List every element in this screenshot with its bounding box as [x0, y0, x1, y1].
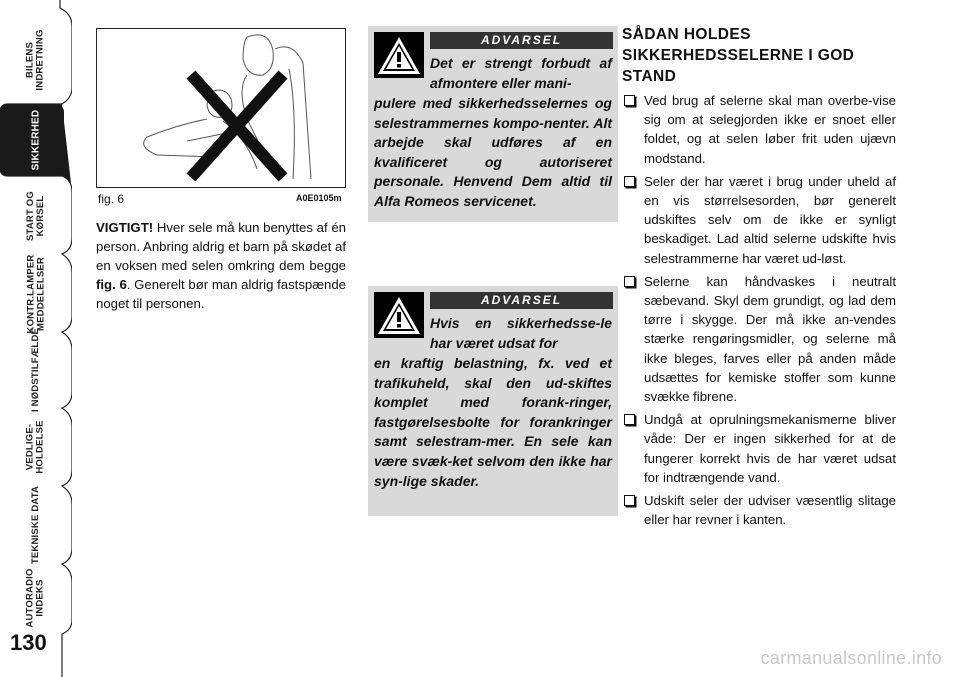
list-item: Udskift seler der udviser væsentlig slitage eller har revner i kanten.	[622, 491, 896, 529]
important-label: VIGTIGT!	[96, 220, 154, 235]
tab-vedligeholdelse[interactable]: VEDLIGE- HOLDELSE	[24, 420, 46, 474]
warning-2-lead-text: Hvis en sikkerhedsse-le har været udsat for	[430, 315, 612, 351]
tab-bilens-indretning[interactable]: BILENS INDRETNING	[25, 29, 46, 91]
list-item: Selerne kan håndvaskes i neutralt sæbevand. Skyl dem grundigt, og lad dem tørre i skygge. Der må ikke an-vendes stærke rengøringsmidler, og selerne må ikke bleges, farves eller på anden måde udsættes for kemiske stoffer som kunne svække fibrene.	[622, 272, 896, 406]
warning-ribbon: ADVARSEL	[430, 32, 613, 49]
checkbox-bullet-icon	[624, 95, 635, 106]
tab-kontrollamper[interactable]: KONTR.LAMPER MEDDELELSER	[25, 254, 46, 334]
tab-tekniske-data[interactable]: TEKNISKE DATA	[30, 485, 41, 565]
figure-reference: fig. 6	[96, 277, 127, 292]
checkbox-bullet-icon	[624, 495, 635, 506]
checkbox-bullet-icon	[624, 276, 635, 287]
warning-box-1	[368, 26, 618, 222]
tab-start-og-korsel[interactable]: START OG KØRSEL	[24, 191, 46, 241]
belt-care-section	[622, 24, 896, 533]
watermark: carmanualsonline.info	[760, 648, 942, 668]
warning-triangle-icon	[374, 292, 424, 338]
section-tab-rail	[0, 0, 72, 677]
warning-1-body-text: pulere med sikkerhedsselernes og selestrammernes kompo-nenter. Alt arbejde skal udføres af en kvalificeret og autoriseret personale. Henvend Dem altid til Alfa Romeos servicenet.	[374, 95, 612, 209]
warning-triangle-icon	[374, 32, 424, 78]
list-item: Ved brug af selerne skal man overbe-vise sig om at selegjorden ikke er snoet eller foldet, og at selen løber frit uden ujævn modstand.	[622, 91, 896, 168]
child-on-lap-illustration	[97, 29, 345, 187]
warning-1-lead-text: Det er strengt forbudt af afmontere eller mani-	[430, 55, 612, 91]
checkbox-bullet-icon	[624, 414, 635, 425]
figure-illustration	[96, 28, 346, 188]
tab-i-nodstilfaelde[interactable]: I NØDSTILFÆLDE	[30, 327, 42, 413]
figure-code: A0E0105m	[296, 193, 342, 203]
checkbox-bullet-icon	[624, 176, 635, 187]
page-number: 130	[10, 630, 47, 655]
list-item: Undgå at oprulningsmekanismerne bliver våde: Der er ingen sikkerhed for at de fungerer korrekt hvis de har været udsat for indtrængende vand.	[622, 410, 896, 487]
figure-label: fig. 6	[98, 192, 125, 206]
warning-box-2	[368, 286, 618, 516]
tab-sikkerhed[interactable]: SIKKERHED	[29, 109, 41, 171]
important-text-2: . Generelt bør man aldrig fastspænde noget til personen.	[96, 277, 346, 311]
warning-2-body-text: en kraftig belastning, fx. ved et trafikuheld, skal den ud-skiftes komplet med forank-ringer, fastgørelsesbolte for forankringer samt selestram-mer. En sele kan være svæk-ket selvom den ikke har syn-lige skader.	[374, 355, 612, 489]
section-heading: SÅDAN HOLDES SIKKERHEDSSELERNE I GOD STAND	[622, 26, 855, 85]
tab-autoradio-indeks[interactable]: AUTORADIO INDEKS	[25, 568, 46, 628]
warning-ribbon: ADVARSEL	[430, 292, 613, 309]
important-text-1: Hver sele må kun benyttes af én person. Anbring aldrig et barn på skødet af en voksen med selen omkring dem begge	[96, 220, 346, 273]
list-item: Seler der har været i brug under uheld af en vis størrelsesorden, bør generelt udskiftes selv om de ikke er synligt beskadiget. Lad altid selerne udskifte hvis selestrammerne har været ud-løst.	[622, 172, 896, 268]
important-note	[96, 218, 346, 313]
